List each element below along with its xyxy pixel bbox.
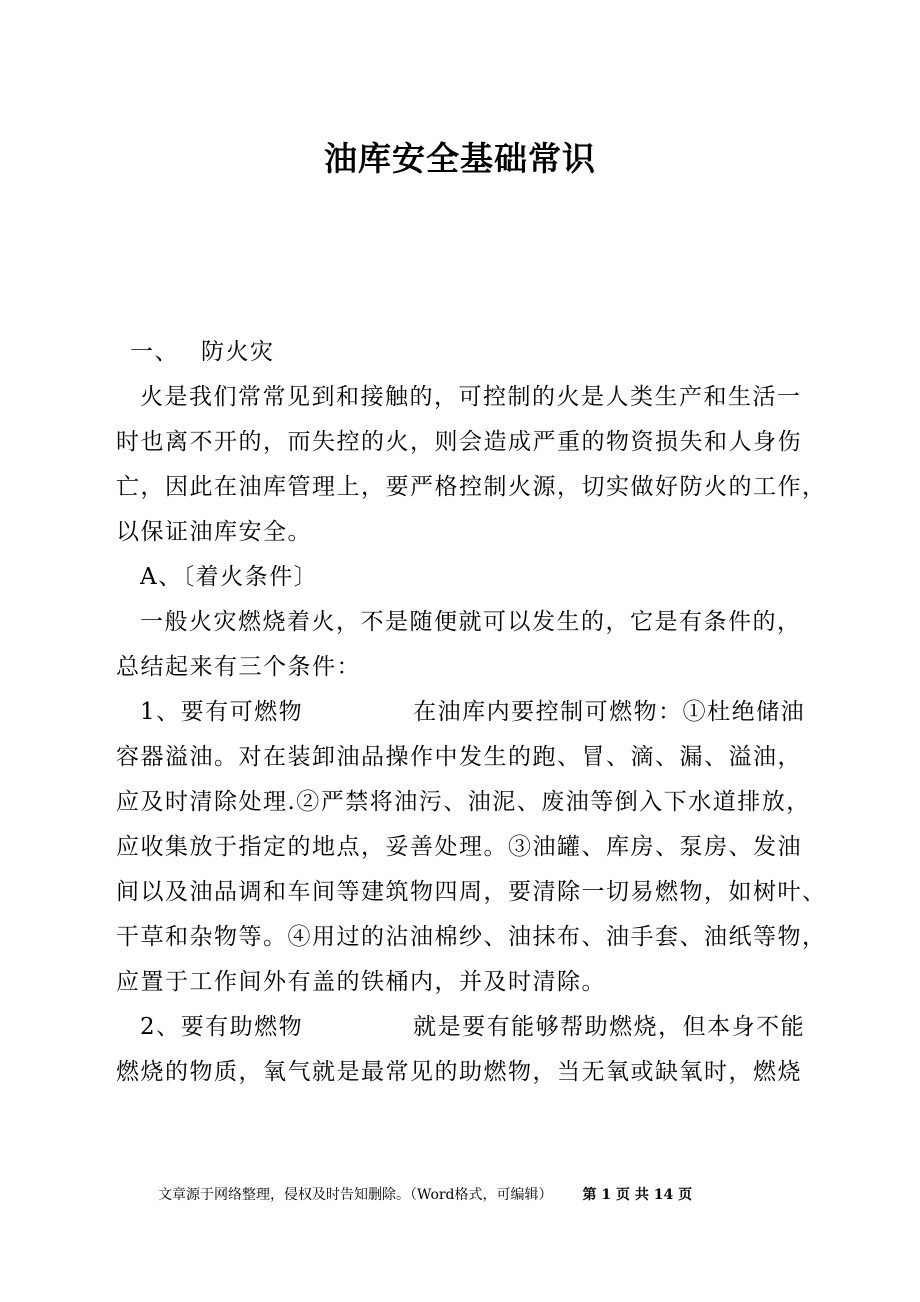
paragraph-line: 总结起来有三个条件： [116, 654, 361, 680]
page-number: 第 1 页 共 14 页 [582, 1187, 693, 1203]
subsection-heading: A、〔着火条件〕 [140, 564, 319, 590]
footer-source-note: 文章源于网络整理，侵权及时告知删除。（Word格式，可编辑） [158, 1187, 553, 1203]
list-item-label: 2、要有助燃物 [140, 1014, 304, 1040]
section-title: 防火灾 [201, 339, 275, 365]
paragraph-line: 应置于工作间外有盖的铁桶内，并及时清除。 [116, 969, 606, 995]
paragraph-line: 一般火灾燃烧着火，不是随便就可以发生的，它是有条件的， [140, 609, 802, 635]
paragraph-line: 燃烧的物质，氧气就是最常见的助燃物，当无氧或缺氧时，燃烧 [116, 1059, 802, 1085]
list-item-text: 在油库内要控制可燃物：①杜绝储油 [413, 699, 806, 725]
paragraph-line: 时也离不开的，而失控的火，则会造成严重的物资损失和人身伤 [116, 429, 802, 455]
list-item-label: 1、要有可燃物 [140, 699, 304, 725]
paragraph-line: 间以及油品调和车间等建筑物四周，要清除一切易燃物，如树叶、 [116, 879, 827, 905]
paragraph-line: 容器溢油。对在装卸油品操作中发生的跑、冒、滴、漏、溢油， [116, 744, 802, 770]
section-heading [116, 330, 832, 375]
section-number: 一、 [130, 339, 179, 365]
paragraph-line: 应收集放于指定的地点，妥善处理。③油罐、库房、泵房、发油 [116, 834, 802, 860]
list-item-1-first-line [116, 690, 832, 735]
paragraph-line: 亡，因此在油库管理上，要严格控制火源，切实做好防火的工作， [116, 474, 827, 500]
document-body [116, 330, 832, 1095]
list-item-text: 就是要有能够帮助燃烧，但本身不能 [413, 1014, 806, 1040]
list-item-2-first-line [116, 1005, 832, 1050]
paragraph-line: 火是我们常常见到和接触的，可控制的火是人类生产和生活一 [140, 384, 802, 410]
paragraph-line: 应及时清除处理.②严禁将油污、油泥、废油等倒入下水道排放， [116, 789, 811, 815]
paragraph-line: 以保证油库安全。 [116, 519, 312, 545]
document-title: 油库安全基础常识 [324, 139, 596, 178]
paragraph-line: 干草和杂物等。④用过的沾油棉纱、油抹布、油手套、油纸等物， [116, 924, 827, 950]
page-footer [158, 1184, 798, 1204]
